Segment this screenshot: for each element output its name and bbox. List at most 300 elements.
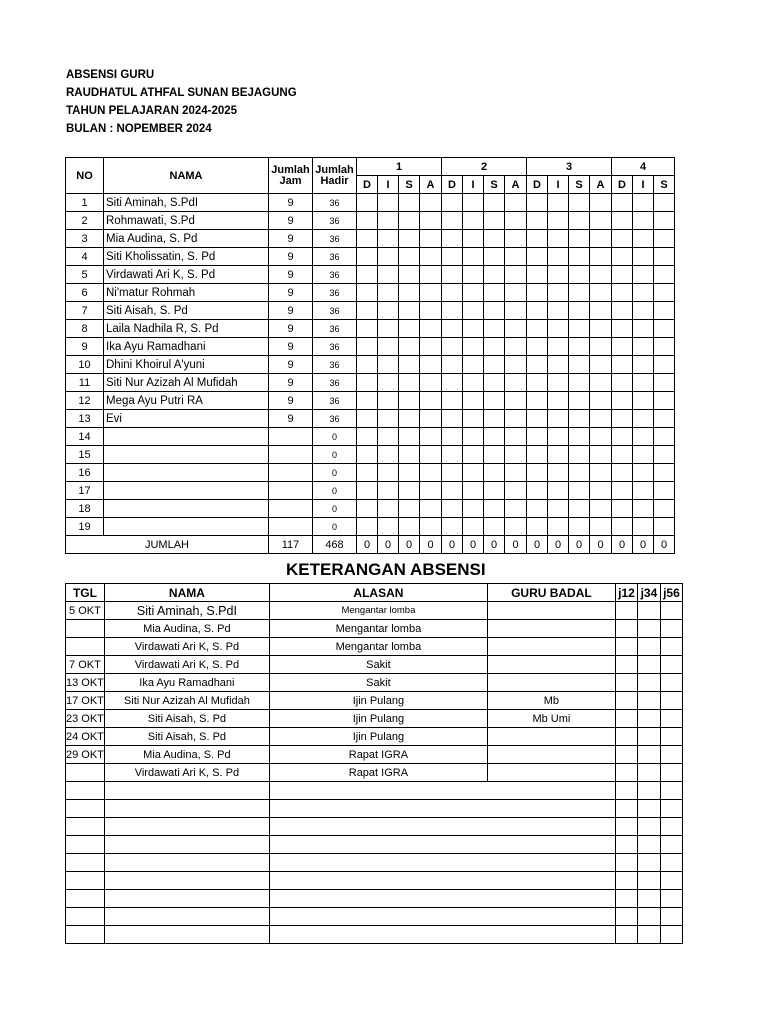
table-row [66,338,675,356]
attendance-cell [527,464,548,482]
ket-nama [104,836,269,854]
attendance-cell [378,302,399,320]
row-nama: Dhini Khoirul A'yuni [104,356,269,374]
ket-j-cell [660,890,682,908]
sub-header-cell: I [633,176,654,194]
attendance-cell [633,464,654,482]
ket-alasan [269,926,615,944]
attendance-cell [590,392,612,410]
ket-tgl: 13 OKT [66,674,105,692]
attendance-table [65,157,675,554]
attendance-cell [505,392,527,410]
table-row [66,872,683,890]
row-jam: 9 [269,266,313,284]
ket-tgl: 17 OKT [66,692,105,710]
attendance-cell [654,230,675,248]
ket-j-cell [637,890,660,908]
attendance-cell [569,374,590,392]
attendance-cell [357,338,378,356]
attendance-cell [633,230,654,248]
total-cell: 0 [590,536,612,554]
attendance-cell [442,302,463,320]
sub-header-cell: I [548,176,569,194]
attendance-cell [527,248,548,266]
attendance-cell [484,500,505,518]
table-row [66,410,675,428]
attendance-cell [527,410,548,428]
ket-j-cell [660,764,682,782]
attendance-cell [612,356,633,374]
attendance-cell [569,338,590,356]
ket-col-alasan: ALASAN [269,584,487,602]
attendance-cell [505,446,527,464]
attendance-cell [357,356,378,374]
row-no: 4 [66,248,104,266]
attendance-cell [548,302,569,320]
attendance-cell [654,194,675,212]
table-row [66,428,675,446]
row-no: 3 [66,230,104,248]
attendance-cell [612,392,633,410]
ket-col-tgl: TGL [66,584,105,602]
attendance-cell [569,356,590,374]
attendance-cell [463,338,484,356]
ket-j-cell [637,836,660,854]
week-header: 2 [442,158,527,176]
attendance-cell [633,194,654,212]
attendance-cell [548,482,569,500]
attendance-cell [527,284,548,302]
attendance-cell [569,212,590,230]
ket-j-cell [637,818,660,836]
ket-j-cell [637,602,660,620]
attendance-cell [590,464,612,482]
attendance-cell [463,302,484,320]
ket-nama [104,926,269,944]
attendance-cell [633,266,654,284]
ket-j-cell [637,746,660,764]
attendance-cell [399,284,420,302]
attendance-cell [378,266,399,284]
ket-j-cell [660,746,682,764]
row-jam: 9 [269,230,313,248]
attendance-cell [505,500,527,518]
row-no: 12 [66,392,104,410]
table-row [66,602,683,620]
ket-j-cell [637,656,660,674]
sub-header-cell: A [505,176,527,194]
attendance-cell [378,230,399,248]
row-no: 7 [66,302,104,320]
attendance-cell [612,500,633,518]
attendance-cell [548,266,569,284]
row-nama: Ika Ayu Ramadhani [104,338,269,356]
attendance-cell [378,392,399,410]
attendance-cell [463,212,484,230]
attendance-cell [484,248,505,266]
attendance-cell [357,518,378,536]
row-hadir: 36 [313,392,357,410]
ket-badal [487,602,615,620]
sub-header-cell: D [357,176,378,194]
attendance-cell [484,464,505,482]
attendance-cell [420,482,442,500]
attendance-cell [548,428,569,446]
row-no: 15 [66,446,104,464]
ket-col-badal: GURU BADAL [487,584,615,602]
total-cell: 0 [654,536,675,554]
ket-alasan: Sakit [269,674,487,692]
attendance-cell [612,266,633,284]
attendance-cell [399,338,420,356]
ket-j-cell [660,818,682,836]
attendance-cell [442,266,463,284]
sub-header-cell: D [527,176,548,194]
document-header [66,66,297,138]
attendance-cell [399,410,420,428]
attendance-cell [420,392,442,410]
attendance-cell [420,410,442,428]
ket-nama: Siti Aisah, S. Pd [104,710,269,728]
attendance-cell [654,338,675,356]
attendance-cell [612,338,633,356]
attendance-cell [612,410,633,428]
ket-tgl: 5 OKT [66,602,105,620]
ket-j-cell [615,638,637,656]
keterangan-title: KETERANGAN ABSENSI [286,560,486,579]
attendance-cell [399,194,420,212]
ket-nama [104,782,269,800]
attendance-cell [484,320,505,338]
row-hadir: 36 [313,212,357,230]
attendance-cell [590,518,612,536]
attendance-cell [463,266,484,284]
ket-j-cell [660,710,682,728]
attendance-cell [463,194,484,212]
row-hadir: 36 [313,320,357,338]
ket-j-cell [637,782,660,800]
attendance-cell [569,446,590,464]
attendance-cell [569,392,590,410]
attendance-cell [378,320,399,338]
attendance-cell [378,464,399,482]
row-jam: 9 [269,248,313,266]
row-jam: 9 [269,302,313,320]
total-row [66,536,675,554]
ket-j-cell [660,638,682,656]
attendance-cell [378,518,399,536]
ket-tgl [66,854,105,872]
attendance-cell [633,392,654,410]
ket-j-cell [637,908,660,926]
row-nama: Siti Kholissatin, S. Pd [104,248,269,266]
attendance-cell [633,284,654,302]
row-jam [269,428,313,446]
attendance-cell [505,518,527,536]
attendance-cell [463,410,484,428]
row-no: 13 [66,410,104,428]
ket-j-cell [660,872,682,890]
table-row [66,500,675,518]
attendance-cell [527,266,548,284]
attendance-cell [357,284,378,302]
attendance-cell [633,374,654,392]
attendance-cell [484,446,505,464]
attendance-cell [548,392,569,410]
ket-tgl [66,818,105,836]
attendance-cell [378,284,399,302]
attendance-cell [378,338,399,356]
attendance-cell [633,356,654,374]
row-nama [104,482,269,500]
total-cell: 0 [548,536,569,554]
attendance-cell [505,464,527,482]
row-jam [269,464,313,482]
ket-alasan [269,782,615,800]
attendance-cell [548,248,569,266]
attendance-cell [463,356,484,374]
attendance-cell [399,446,420,464]
attendance-cell [420,302,442,320]
attendance-cell [505,320,527,338]
ket-nama: Mia Audina, S. Pd [104,746,269,764]
row-no: 11 [66,374,104,392]
ket-tgl: 23 OKT [66,710,105,728]
attendance-cell [590,446,612,464]
ket-j-cell [615,710,637,728]
attendance-cell [654,212,675,230]
week-header: 3 [527,158,612,176]
row-hadir: 36 [313,266,357,284]
attendance-cell [442,482,463,500]
ket-j-cell [660,854,682,872]
attendance-cell [612,212,633,230]
ket-badal [487,746,615,764]
row-hadir: 0 [313,500,357,518]
attendance-cell [378,410,399,428]
table-row [66,800,683,818]
row-hadir: 36 [313,230,357,248]
ket-j-cell [637,692,660,710]
attendance-cell [569,230,590,248]
attendance-cell [633,320,654,338]
attendance-cell [399,356,420,374]
row-hadir: 0 [313,518,357,536]
ket-j-cell [615,656,637,674]
ket-tgl [66,782,105,800]
attendance-cell [569,464,590,482]
header-school: RAUDHATUL ATHFAL SUNAN BEJAGUNG [66,87,297,99]
ket-col-nama: NAMA [104,584,269,602]
sub-header-cell: S [399,176,420,194]
attendance-cell [442,284,463,302]
attendance-cell [399,482,420,500]
attendance-cell [612,464,633,482]
total-cell: 0 [569,536,590,554]
attendance-cell [633,482,654,500]
attendance-cell [527,482,548,500]
ket-nama: Siti Aminah, S.PdI [104,602,269,620]
row-no: 1 [66,194,104,212]
row-no: 8 [66,320,104,338]
total-cell: 0 [442,536,463,554]
attendance-cell [420,284,442,302]
col-jam-header: Jumlah Jam [269,158,313,194]
attendance-cell [548,446,569,464]
sub-header-cell: A [420,176,442,194]
attendance-cell [442,392,463,410]
ket-alasan [269,908,615,926]
attendance-cell [420,446,442,464]
attendance-cell [505,428,527,446]
ket-j-cell [660,620,682,638]
attendance-cell [484,284,505,302]
ket-j-cell [660,908,682,926]
row-jam [269,482,313,500]
attendance-cell [590,284,612,302]
attendance-cell [399,320,420,338]
row-jam: 9 [269,320,313,338]
row-hadir: 36 [313,194,357,212]
attendance-cell [399,302,420,320]
attendance-cell [569,410,590,428]
ket-j-cell [637,728,660,746]
attendance-cell [442,356,463,374]
attendance-cell [463,230,484,248]
ket-alasan [269,818,615,836]
attendance-cell [378,248,399,266]
attendance-cell [463,464,484,482]
attendance-cell [378,500,399,518]
attendance-cell [590,500,612,518]
row-jam: 9 [269,356,313,374]
attendance-cell [484,194,505,212]
attendance-cell [527,302,548,320]
table-row [66,392,675,410]
attendance-cell [654,464,675,482]
attendance-cell [505,410,527,428]
table-row [66,710,683,728]
ket-badal [487,728,615,746]
table-row [66,230,675,248]
table-row [66,302,675,320]
attendance-cell [633,518,654,536]
attendance-cell [484,302,505,320]
sub-header-cell: A [590,176,612,194]
row-hadir: 0 [313,446,357,464]
attendance-cell [505,374,527,392]
ket-alasan: Ijin Pulang [269,692,487,710]
attendance-cell [590,248,612,266]
ket-nama: Siti Nur Azizah Al Mufidah [104,692,269,710]
attendance-cell [442,446,463,464]
row-jam [269,518,313,536]
attendance-cell [527,230,548,248]
row-no: 16 [66,464,104,482]
attendance-cell [378,482,399,500]
ket-col-j34: j34 [637,584,660,602]
attendance-cell [612,284,633,302]
ket-alasan: Sakit [269,656,487,674]
attendance-cell [612,320,633,338]
attendance-cell [527,356,548,374]
attendance-cell [505,212,527,230]
attendance-cell [654,518,675,536]
total-cell: 0 [463,536,484,554]
row-jam: 9 [269,392,313,410]
attendance-cell [463,284,484,302]
total-jam: 117 [269,536,313,554]
attendance-cell [548,338,569,356]
ket-col-j56: j56 [660,584,682,602]
sub-header-cell: I [463,176,484,194]
attendance-cell [548,410,569,428]
header-month: BULAN : NOPEMBER 2024 [66,123,212,135]
attendance-cell [590,212,612,230]
table-row [66,656,683,674]
row-hadir: 0 [313,464,357,482]
attendance-cell [420,194,442,212]
attendance-cell [399,464,420,482]
attendance-cell [442,410,463,428]
ket-j-cell [615,674,637,692]
attendance-cell [548,464,569,482]
row-hadir: 36 [313,248,357,266]
attendance-cell [527,194,548,212]
attendance-cell [505,356,527,374]
ket-nama [104,854,269,872]
attendance-cell [399,428,420,446]
attendance-cell [633,302,654,320]
sub-header-cell: D [612,176,633,194]
attendance-cell [633,248,654,266]
attendance-cell [357,302,378,320]
table-row [66,284,675,302]
row-no: 5 [66,266,104,284]
table-row [66,854,683,872]
attendance-cell [399,518,420,536]
row-nama: Siti Nur Azizah Al Mufidah [104,374,269,392]
attendance-cell [654,320,675,338]
ket-j-cell [615,854,637,872]
attendance-cell [378,212,399,230]
attendance-cell [654,248,675,266]
ket-j-cell [660,800,682,818]
attendance-cell [378,374,399,392]
ket-j-cell [615,818,637,836]
table-row [66,890,683,908]
attendance-cell [399,266,420,284]
attendance-cell [569,284,590,302]
ket-nama: Virdawati Ari K, S. Pd [104,638,269,656]
ket-alasan: Rapat IGRA [269,764,487,782]
ket-alasan: Mengantar lomba [269,602,487,620]
ket-tgl [66,872,105,890]
attendance-cell [548,212,569,230]
ket-j-cell [637,764,660,782]
attendance-cell [548,284,569,302]
ket-j-cell [637,854,660,872]
attendance-cell [590,338,612,356]
attendance-cell [442,500,463,518]
attendance-cell [378,356,399,374]
attendance-cell [633,338,654,356]
row-hadir: 36 [313,302,357,320]
row-nama [104,518,269,536]
attendance-cell [590,356,612,374]
attendance-cell [420,212,442,230]
ket-j-cell [660,692,682,710]
